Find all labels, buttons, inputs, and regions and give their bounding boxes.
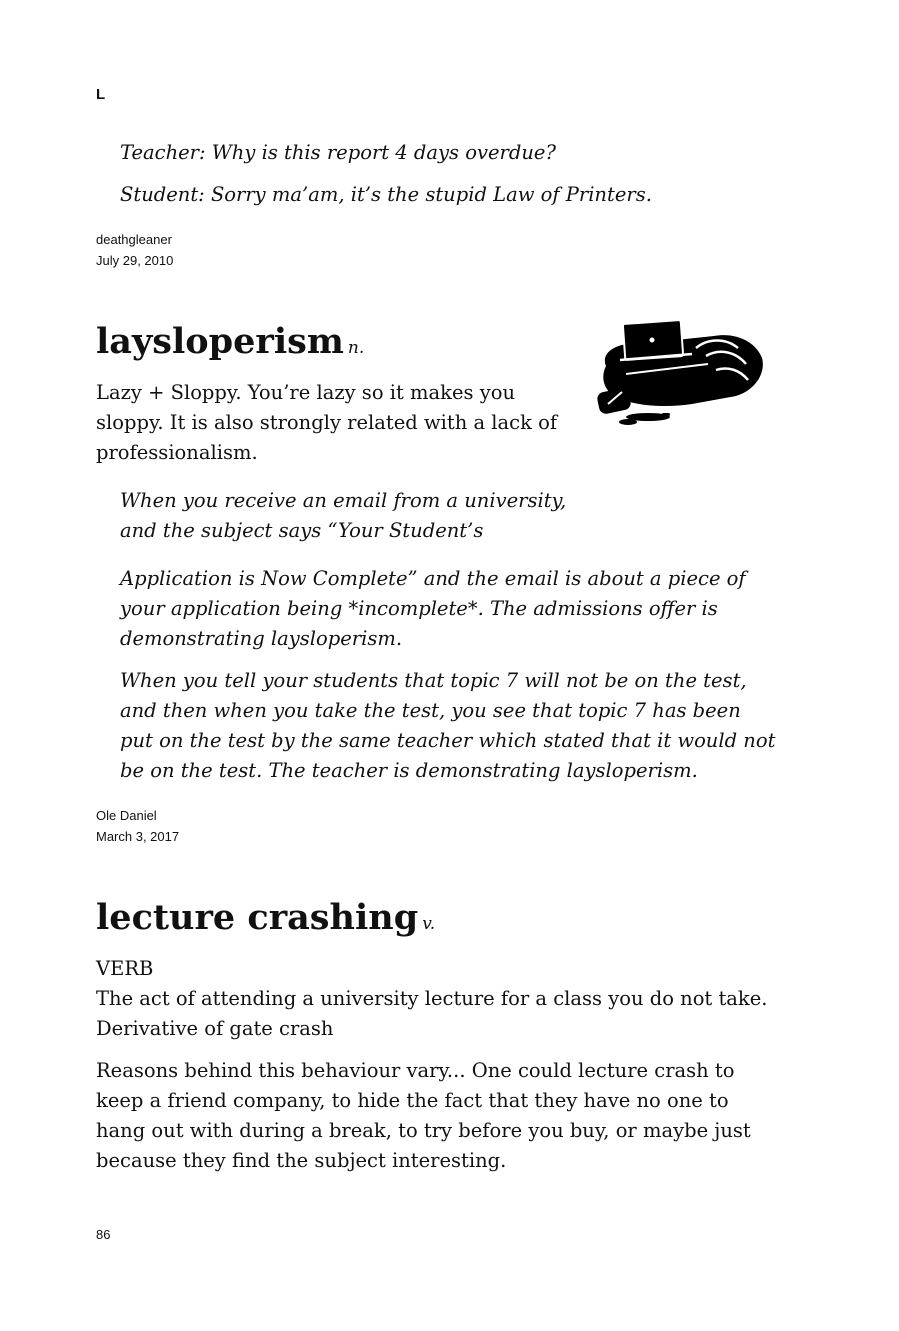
entry-paragraph: Reasons behind this behaviour vary... One could lecture crash to keep a friend company, to hide the fact that they have no one to hang out with during a break, to try before you buy, or maybe just because they find the subject interesting. [96, 1059, 751, 1172]
page-number: 86 [96, 1227, 111, 1242]
dictionary-page [96, 0, 776, 1331]
entry-definition: Lazy + Sloppy. You’re lazy so it makes you sloppy. It is also strongly related with a lack of professionalism. [96, 381, 558, 464]
entry-headword [96, 320, 364, 370]
spilled-laptop-bag-icon [596, 314, 768, 430]
entry-date: July 29, 2010 [96, 253, 174, 268]
running-header-letter: L [96, 86, 106, 103]
entry-grammar-label: VERB [96, 957, 154, 980]
example-quote: Student: Sorry ma’am, it’s the stupid Law of Printers. [120, 183, 652, 206]
entry-headword [96, 896, 435, 946]
part-of-speech: v. [422, 914, 436, 934]
entry-date: March 3, 2017 [96, 829, 180, 844]
example-quote: When you receive an email from a university, and the subject says “Your Student’s [120, 489, 567, 542]
entry-definition: The act of attending a university lecture for a class you do not take. Derivative of gate crash [96, 987, 768, 1040]
headword-text: laysloperism [96, 321, 344, 362]
example-quote: Application is Now Complete” and the email is about a piece of your application being *incomplete*. The admissions offer is demonstrating laysloperism. [120, 567, 746, 650]
entry-author: deathgleaner [96, 232, 172, 247]
headword-text: lecture crashing [96, 897, 419, 938]
entry-author: Ole Daniel [96, 808, 157, 823]
part-of-speech: n. [347, 338, 365, 358]
example-quote: When you tell your students that topic 7 will not be on the test, and then when you take the test, you see that topic 7 has been put on the test by the same teacher which stated that it would not be on the test. The teacher is demonstrating laysloperism. [120, 669, 776, 782]
example-quote: Teacher: Why is this report 4 days overdue? [120, 141, 556, 164]
